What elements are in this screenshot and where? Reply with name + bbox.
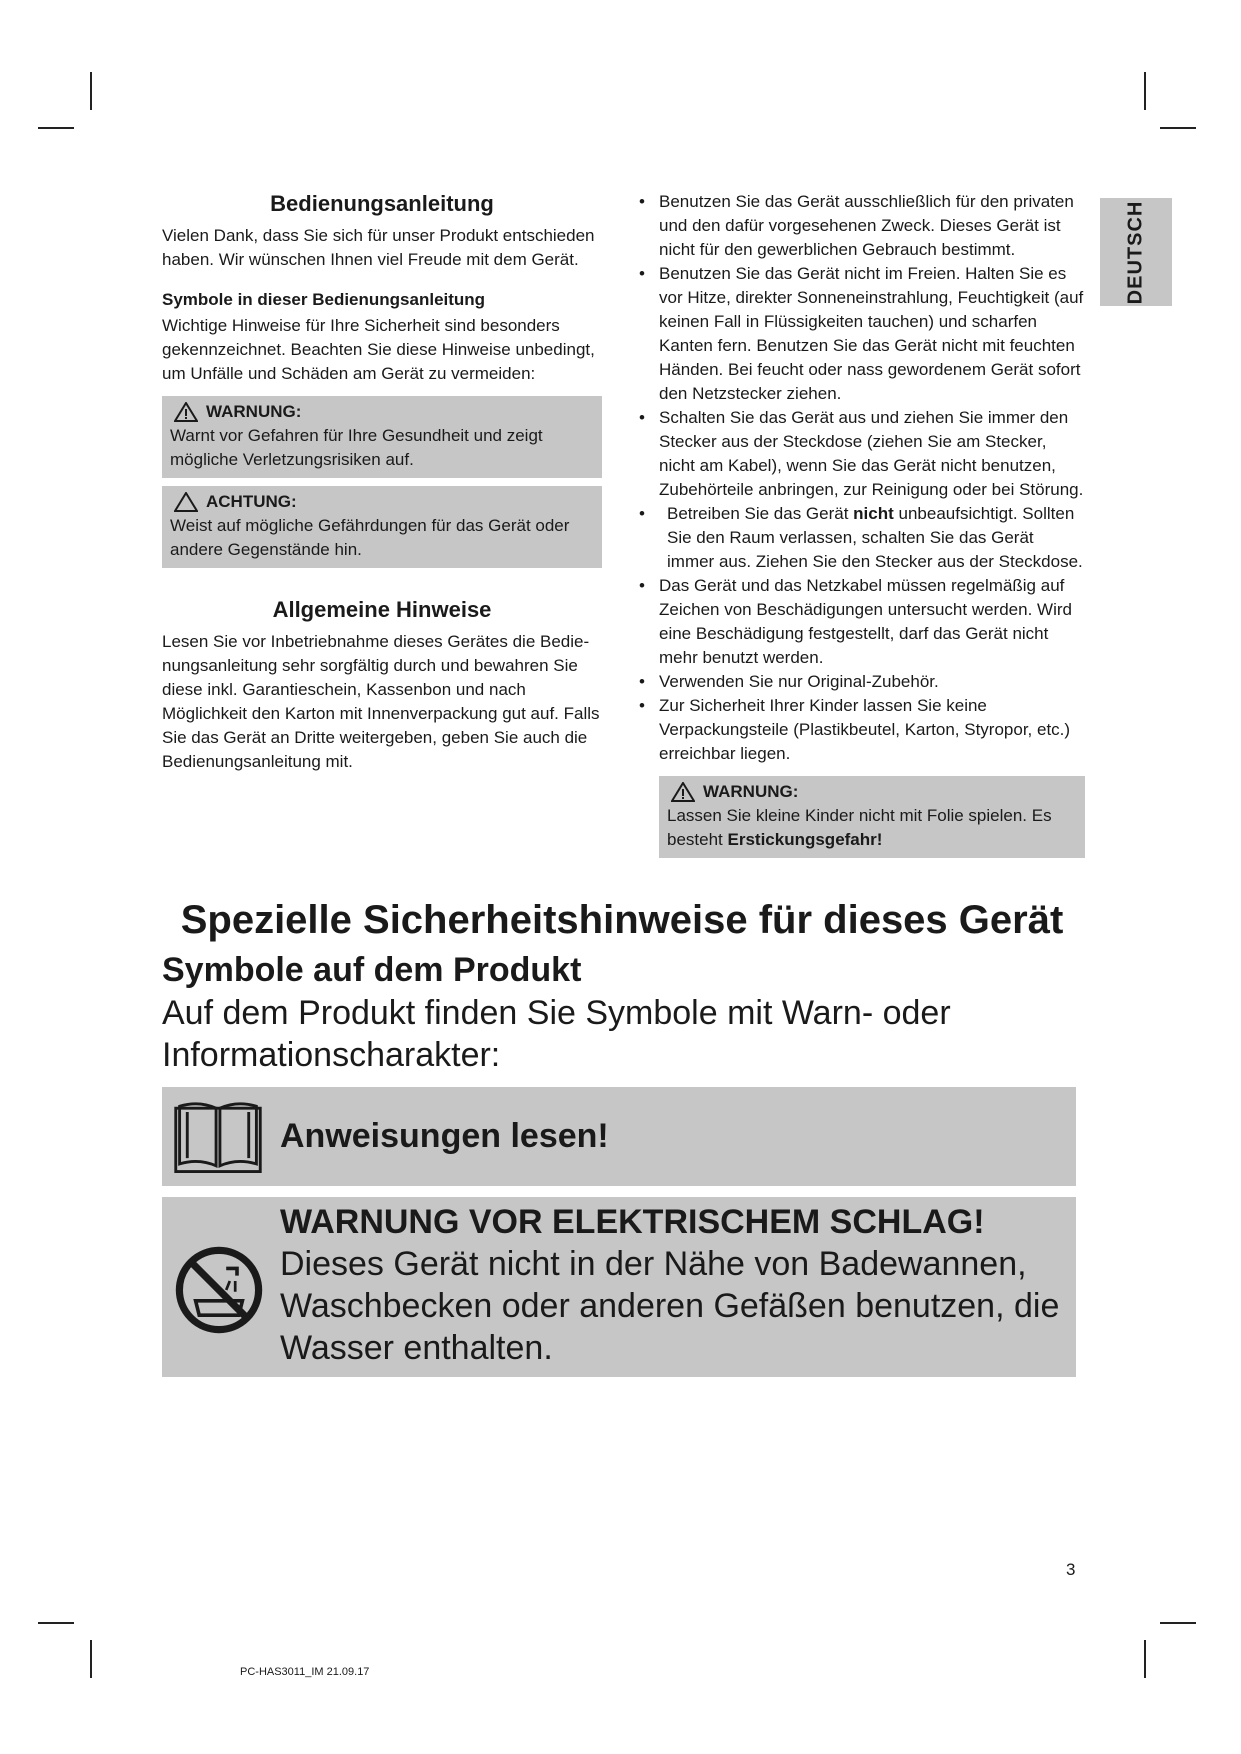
electric-shock-warning-box: [162, 1197, 1076, 1377]
crop-mark: [38, 1622, 74, 1624]
crop-mark: [90, 1640, 92, 1678]
crop-mark: [1160, 127, 1196, 129]
language-tab: [1100, 198, 1172, 306]
list-item-emphasis: nicht: [853, 504, 894, 523]
symbols-text: Wichtige Hinweise für Ihre Sicherheit sind besonders gekennzeichnet. Beachten Sie diese Hinweise unbedingt, um Unfälle und Schäden am Gerät zu vermeiden:: [162, 316, 595, 383]
warning-text-part: Lassen Sie kleine Kinder nicht mit Folie spielen. Es besteht: [667, 806, 1052, 849]
warning-text-emphasis: Erstickungsgefahr!: [727, 830, 883, 849]
list-item-text: Betreiben Sie das Gerät: [667, 504, 854, 523]
shock-text: Dieses Gerät nicht in der Nähe von Badewannen, Waschbecken oder anderen Gefäßen benutzen, die Wasser enthalten.: [280, 1245, 1060, 1367]
warning-label: WARNUNG:: [206, 402, 302, 421]
crop-mark: [1160, 1622, 1196, 1624]
warning-head: [170, 400, 594, 424]
right-column: [635, 190, 1085, 858]
caution-label: ACHTUNG:: [206, 492, 297, 511]
symbols-heading: Symbole in dieser Bedienungsanleitung: [162, 290, 486, 309]
caution-text: Weist auf mögliche Gefährdungen für das Gerät oder andere Gegenstände hin.: [170, 516, 570, 559]
read-instructions-label: Anweisungen lesen!: [280, 1117, 609, 1155]
crop-mark: [90, 72, 92, 110]
special-title: Spezielle Sicherheitshinweise für dieses Gerät: [180, 898, 1064, 942]
list-item: • Schalten Sie das Gerät aus und ziehen Sie immer den Stecker aus der Steckdose (ziehen Sie am Stecker, nicht am Kabel), wenn Sie das Gerät nicht benutzen, Zubehörteile anbringen, zur Reinigung oder bei Störung.: [635, 406, 1085, 502]
special-text: Auf dem Produkt finden Sie Symbole mit Warn- oder Informationscharakter:: [162, 994, 951, 1074]
shock-title: WARNUNG VOR ELEKTRISCHEM SCHLAG!: [280, 1203, 985, 1241]
intro-text: Vielen Dank, dass Sie sich für unser Produkt entschieden haben. Wir wünschen Ihnen viel Freude mit dem Gerät.: [162, 226, 595, 269]
warning-box-children: [659, 776, 1085, 858]
section-title-manual: Bedienungsanleitung: [270, 191, 494, 216]
section-title-general: Allgemeine Hinweise: [272, 597, 492, 622]
list-item: • Verwenden Sie nur Original-Zubehör.: [635, 670, 1085, 694]
warning-text: [667, 804, 1077, 852]
list-item: • Das Gerät und das Netzkabel müssen regelmäßig auf Zeichen von Beschädigungen untersucht werden. Wird eine Beschädigung festgestellt, darf das Gerät nicht mehr benutzt werden.: [635, 574, 1085, 670]
warning-label: WARNUNG:: [703, 782, 799, 801]
caution-head: [170, 490, 594, 514]
list-item: [635, 502, 1085, 574]
warning-triangle-icon: [671, 782, 695, 802]
left-column: [162, 190, 602, 774]
list-item: • Zur Sicherheit Ihrer Kinder lassen Sie keine Verpackungsteile (Plastikbeutel, Karton, Styropor, etc.) erreichbar liegen.: [635, 694, 1085, 766]
caution-triangle-icon: [174, 492, 198, 512]
crop-mark: [1144, 72, 1146, 110]
footer-code: PC-HAS3011_IM 21.09.17: [240, 1666, 370, 1678]
caution-box: [162, 486, 602, 568]
safety-list: [635, 190, 1085, 766]
warning-box: [162, 396, 602, 478]
crop-mark: [38, 127, 74, 129]
special-subtitle: Symbole auf dem Produkt: [162, 951, 582, 989]
crop-mark: [1144, 1640, 1146, 1678]
book-icon: [170, 1097, 266, 1177]
warning-text: Warnt vor Gefahren für Ihre Gesundheit und zeigt mögliche Verletzungsrisiken auf.: [170, 426, 543, 469]
warning-triangle-icon: [174, 402, 198, 422]
general-text: Lesen Sie vor Inbetriebnahme dieses Gerätes die Bedienungsanleitung sehr sorgfältig durch und bewahren Sie diese inkl. Garantieschein, Kassenbon und nach Möglichkeit den Karton mit Innenverpackung gut auf. Falls Sie das Gerät an Dritte weitergeben, geben Sie auch die Bedienungsanleitung mit.: [162, 632, 600, 771]
list-item: • Benutzen Sie das Gerät ausschließlich für den privaten und den dafür vorgesehenen Zweck. Dieses Gerät ist nicht für den gewerblichen Gebrauch bestimmt.: [635, 190, 1085, 262]
list-item: • Benutzen Sie das Gerät nicht im Freien. Halten Sie es vor Hitze, direkter Sonneneinstrahlung, Feuchtigkeit (auf keinen Fall in Flüssigkeiten tauchen) und scharfen Kanten fern. Benutzen Sie das Gerät nicht mit feuchten Händen. Bei feucht oder nass gewordenem Gerät sofort den Netzstecker ziehen.: [635, 262, 1085, 406]
list-item-text: unbeaufsichtigt. Sollten Sie den Raum verlassen, schalten Sie das Gerät immer aus. Ziehen Sie den Stecker aus der Steckdose.: [667, 504, 1083, 571]
language-tab-label: DEUTSCH: [1124, 200, 1147, 304]
read-instructions-box: [162, 1087, 1076, 1186]
page-number: 3: [1066, 1560, 1076, 1579]
warning-head: [667, 780, 1077, 804]
no-water-icon: [174, 1245, 264, 1335]
